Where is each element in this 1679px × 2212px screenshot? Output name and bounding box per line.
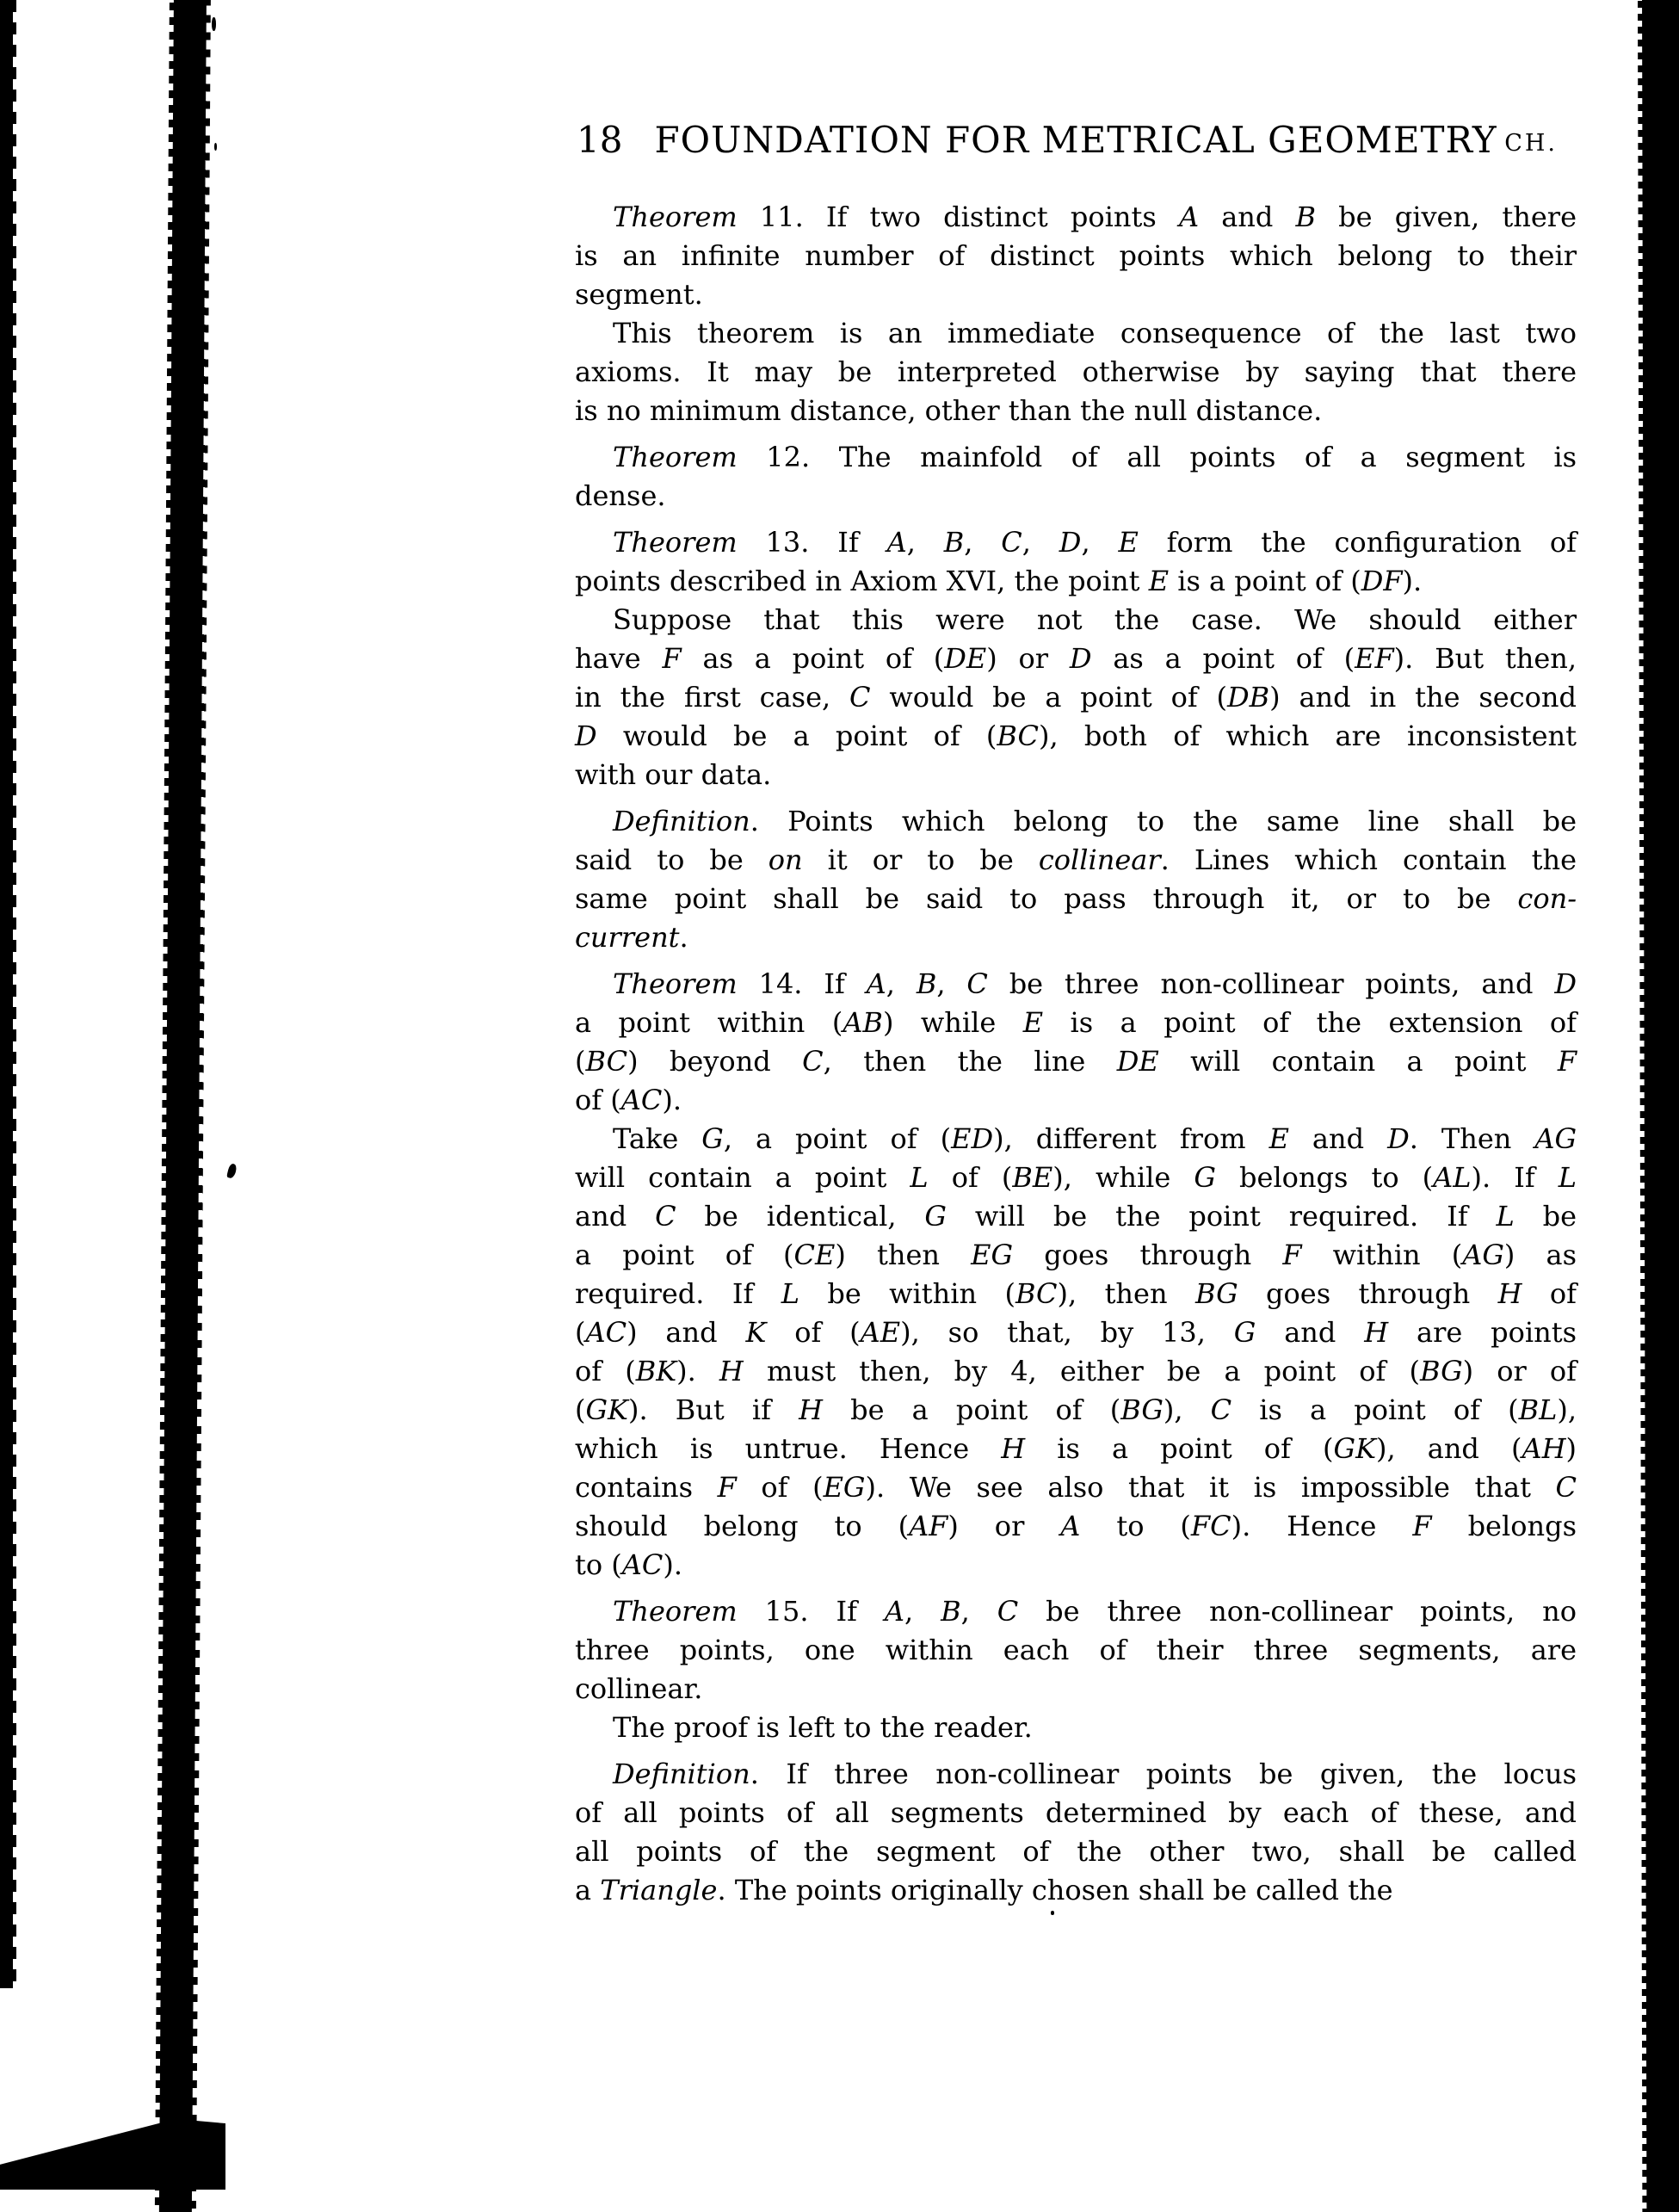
paragraph <box>575 1120 1577 1585</box>
text-line: contains F of (EG). We see also that it is impossible that C <box>575 1471 1577 1504</box>
text-line: This theorem is an immediate consequence of the last two <box>613 317 1577 349</box>
text-line: Theorem 13. If A, B, C, D, E form the configuration of <box>613 526 1577 559</box>
text-line: Theorem 15. If A, B, C be three non-collinear points, no <box>613 1595 1577 1628</box>
body-text <box>575 198 1577 1910</box>
text-line: (AC) and K of (AE), so that, by 13, G and H are points <box>575 1316 1577 1349</box>
text-line: a point of (CE) then EG goes through F within (AG) as <box>575 1239 1577 1271</box>
text-line: axioms. It may be interpreted otherwise by saying that there <box>575 355 1577 388</box>
text-line: is an infinite number of distinct points which belong to their <box>575 239 1577 272</box>
running-title: FOUNDATION FOR METRICAL GEOMETRY <box>654 119 1497 161</box>
paragraph <box>575 198 1577 314</box>
text-line: required. If L be within (BC), then BG goes through H of <box>575 1277 1577 1310</box>
text-line: (GK). But if H be a point of (BG), C is a point of (BL), <box>575 1393 1577 1426</box>
paragraph <box>575 965 1577 1120</box>
text-line: Theorem 11. If two distinct points A and B be given, there <box>613 201 1577 233</box>
page-header <box>575 120 1577 160</box>
text-line: and C be identical, G will be the point required. If L be <box>575 1200 1577 1233</box>
paragraph <box>575 1592 1577 1708</box>
paragraph <box>575 314 1577 430</box>
text-line: said to be on it or to be collinear. Lines which contain the <box>575 843 1577 876</box>
text-line: points described in Axiom XVI, the point E is a point of (DF). <box>575 565 1423 597</box>
text-line: a Triangle. The points originally chosen shall be called the <box>575 1874 1393 1906</box>
scan-artifact-right-edge-bar <box>1642 0 1679 2212</box>
text-line: Theorem 14. If A, B, C be three non-collinear points, and D <box>613 967 1577 1000</box>
text-line: The proof is left to the reader. <box>613 1711 1033 1744</box>
text-line: (BC) beyond C, then the line DE will contain a point F <box>575 1045 1577 1078</box>
text-line: segment. <box>575 278 703 311</box>
text-line: with our data. <box>575 758 772 791</box>
ink-speck <box>212 17 216 31</box>
text-line: in the first case, C would be a point of (DB) and in the second <box>575 681 1577 714</box>
text-line: is no minimum distance, other than the null distance. <box>575 394 1323 427</box>
text-line: current. <box>575 921 688 954</box>
text-line: to (AC). <box>575 1548 683 1581</box>
chapter-mark: CH. <box>1504 130 1558 157</box>
text-line: will contain a point L of (BE), while G belongs to (AL). If L <box>575 1161 1577 1194</box>
ink-speck <box>1051 1911 1054 1915</box>
text-line: D would be a point of (BC), both of which are inconsistent <box>575 720 1577 752</box>
text-line: all points of the segment of the other two, shall be called <box>575 1835 1577 1868</box>
scan-artifact-left-edge-strip <box>0 0 13 1988</box>
scan-artifact-gutter-bar <box>159 0 207 2212</box>
page-number: 18 <box>577 119 623 161</box>
paragraph <box>575 1755 1577 1910</box>
paragraph <box>575 1708 1577 1747</box>
paragraph <box>575 523 1577 601</box>
text-line: Definition. Points which belong to the same line shall be <box>613 805 1577 837</box>
text-line: should belong to (AF) or A to (FC). Hence F belongs <box>575 1510 1577 1542</box>
text-line: Theorem 12. The mainfold of all points of a segment is <box>613 441 1577 473</box>
text-line: Take G, a point of (ED), different from E and D. Then AG <box>613 1122 1577 1155</box>
text-line: have F as a point of (DE) or D as a point of (EF). But then, <box>575 642 1577 675</box>
text-line: which is untrue. Hence H is a point of (GK), and (AH) <box>575 1432 1577 1465</box>
ink-speck <box>214 143 217 151</box>
text-line: Definition. If three non-collinear points be given, the locus <box>613 1758 1577 1790</box>
ink-speck <box>226 1163 238 1179</box>
text-column <box>575 120 1577 1910</box>
text-line: Suppose that this were not the case. We should either <box>613 603 1577 636</box>
text-line: of all points of all segments determined by each of these, and <box>575 1796 1577 1829</box>
text-line: a point within (AB) while E is a point of the extension of <box>575 1006 1577 1039</box>
paragraph <box>575 601 1577 794</box>
paragraph <box>575 438 1577 516</box>
text-line: three points, one within each of their three segments, are <box>575 1634 1577 1666</box>
paragraph <box>575 802 1577 957</box>
text-line: dense. <box>575 479 666 512</box>
text-line: of (BK). H must then, by 4, either be a point of (BG) or of <box>575 1355 1577 1387</box>
text-line: collinear. <box>575 1672 703 1705</box>
text-line: same point shall be said to pass through it, or to be con- <box>575 882 1577 915</box>
text-line: of (AC). <box>575 1084 682 1116</box>
